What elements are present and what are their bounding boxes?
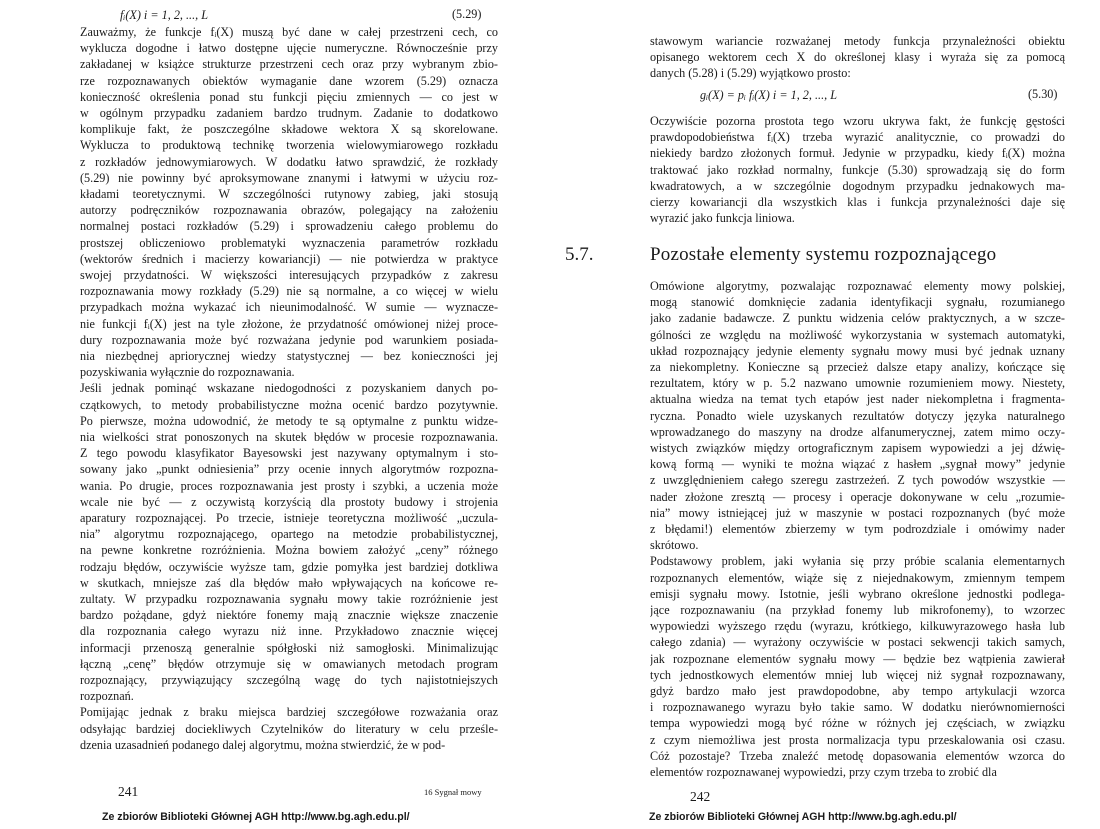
text-line: rozpoznający, przywiązujący szczególną wagę do tych najistotniejszych: [80, 673, 498, 687]
text-line: wcale nie być — z oczywistą korzyścią dla prostoty budowy i strojenia: [80, 494, 498, 509]
text-line: rozpoznawania mowy rozkłady (5.29) nie są normalne, a co więcej w wielu: [80, 284, 498, 299]
text-line: kładami teoretycznymi. W szczególności rutynowy zabieg, jaki stosują: [80, 187, 498, 201]
text-line: swojej przydatności. W większości interesujących przypadków z zakresu: [80, 268, 498, 282]
text-line: rozpoznań.: [80, 689, 134, 704]
text-line: komplikuje fakt, że poszczególne składowe wektora X są skorelowane.: [80, 122, 498, 137]
section-title: Pozostałe elementy systemu rozpoznającego: [650, 244, 997, 265]
text-line: całego zdania) — wyrażony oczywiście w postaci sekwencji takich samych,: [650, 635, 1065, 650]
text-line: kową formą — wyniki te można wiązać z hasłem „sygnał mowy” jedynie: [650, 457, 1065, 472]
equation-529: fᵢ(X) i = 1, 2, ..., L: [120, 8, 209, 22]
text-line: normalnej postaci rozkładów (5.29) i sprowadzeniu całego problemu do: [80, 219, 498, 234]
text-line: Oczywiście pozorna prostota tego wzoru ukrywa fakt, że funkcję gęstości: [650, 114, 1065, 128]
text-line: w ogólnym przypadku zadaniem bardzo trudnym. Zadanie to dodatkowo: [80, 106, 498, 120]
text-line: z rozkładów jednowymiarowych. W dodatku łatwo sprawdzić, że rozkłady: [80, 154, 498, 169]
text-line: Po pierwsze, można udowodnić, że metody te są optymalne z punktu widze-: [80, 413, 498, 428]
text-line: pozyskiwania wyłącznie do rozpoznawania.: [80, 365, 295, 380]
page-number-right: 242: [690, 789, 711, 804]
text-line: rozpoznanych elementów, wiąże się z niejednakowym, zmiennym tempem: [650, 570, 1065, 585]
text-line: układ rozpoznający jedynie elementy sygnału mowy musi być jednak uznany: [650, 343, 1065, 358]
text-line: (wektorów średnich i macierzy kowariancji) — nie potwierdza w praktyce: [80, 251, 498, 266]
equation-number-529: (5.29): [452, 7, 482, 21]
text-line: stawowym wariancie rozważanej metody funkcja przynależności obiektu: [650, 34, 1065, 48]
text-line: prawdopodobieństwa fᵢ(X) trzeba wyrazić analitycznie, co prowadzi do: [650, 130, 1065, 145]
text-line: rezultatem, który w p. 5.2 nazwano umownie rozumieniem mowy. Niestety,: [650, 376, 1065, 391]
text-line: wania. Po drugie, proces rozpoznawania jest prosty i szybki, a uczenia może: [80, 478, 498, 493]
text-line: jące rozpoznawaniu (na przykład fonemy lub mikrofonemy), to wzorzec: [650, 603, 1065, 617]
text-line: nie funkcji fᵢ(X) jest na tyle złożone, że przydatność omówionej niżej proce-: [80, 316, 498, 331]
text-line: aparatury rozpoznającej. Po trzecie, istnieje teoretyczna możliwość „uczula-: [80, 511, 498, 525]
text-line: skrótowo.: [650, 538, 699, 553]
text-line: wprowadzanego do maszyny na drodze alfanumerycznej, zatem mimo oczy-: [650, 424, 1065, 439]
text-line: nia” mowy istniejącej już w maszynie w postaci rozpoznanych (być może: [650, 505, 1065, 520]
library-footer-right: Ze zbiorów Biblioteki Głównej AGH http://www.bg.agh.edu.pl/: [649, 811, 957, 823]
text-line: kwadratowych, a w szczególnie dogodnym przypadku jednakowych ma-: [650, 178, 1065, 193]
text-line: wistych związków między ortograficznym zapisem wypowiedzi a jej dźwię-: [650, 441, 1065, 455]
text-line: dzenia uzasadnień podanego dalej algorytmu, można stwierdzić, że w pod-: [80, 737, 446, 752]
text-line: jak rozpoznane elementów sygnału mowy — będzie bez wątpienia zawierał: [650, 651, 1065, 666]
text-line: na pewne konkretne rozróżnienia. Można bowiem założyć „ceny” różnego: [80, 543, 498, 558]
text-line: (5.29) nie powinny być aproksymowane znanymi i łatwymi w użyciu roz-: [80, 170, 498, 185]
text-line: odsyłając bardziej dociekliwych Czytelników do literatury w celu prześle-: [80, 721, 498, 736]
text-line: konieczność określenia ponad stu funkcji pięciu zmiennych — co jest w: [80, 89, 498, 104]
text-line: mogą stanowić domknięcie zadania identyfikacji sygnału, rozumianego: [650, 295, 1065, 310]
text-line: emisji sygnału mowy. Istotnie, jeśli wybrano określone jednostki podlega-: [650, 586, 1065, 601]
text-line: bardzo pożądane, gdyż niektóre fonemy mają znacznie większe znaczenie: [80, 608, 498, 623]
text-line: zakładanej w książce strukturze przestrzeni cech oraz przy wybranym zbio-: [80, 57, 498, 72]
text-line: danych (5.28) i (5.29) wyjątkowo prosto:: [650, 66, 851, 81]
text-line: nia” algorytmu rozpoznającego, opartego na metodzie probabilistycznej,: [80, 527, 498, 542]
text-line: sowany jako „punkt odniesienia” przy ocenie innych algorytmów rozpozna-: [80, 462, 498, 477]
text-line: z uwzględnieniem całego szeregu zastrzeżeń. Z tych powodów wszystkie —: [650, 473, 1065, 488]
text-line: Podstawowy problem, jaki wyłania się przy próbie scalania elementarnych: [650, 554, 1065, 569]
section-number: 5.7.: [565, 244, 594, 265]
right-page: [550, 0, 1100, 829]
text-line: Z tego powodu klasyfikator Bayesowski jest nazywany optymalnym i sto-: [80, 446, 498, 461]
page-number-left: 241: [118, 784, 139, 799]
running-footer: 16 Sygnał mowy: [424, 787, 482, 797]
text-line: rodzaju błędów, oczywiście wyższe tam, gdzie pomyłka jest bardziej dotkliwa: [80, 559, 498, 574]
text-line: Pomijając jednak z braku miejsca bardziej szczegółowe rozważania oraz: [80, 705, 498, 720]
text-line: dury rozpoznawania może być rozważana jedynie pod warunkiem posiada-: [80, 332, 498, 347]
text-line: nia niezbędnej apriorycznej wiedzy statystycznej — bez konieczności jej: [80, 349, 498, 363]
text-line: autorzy podręczników rozpoznawania obrazów, polegający na założeniu: [80, 203, 498, 218]
text-line: wyklucza dogodne i łatwo dostępne ujęcie numeryczne. Równocześnie przy: [80, 41, 498, 56]
text-line: opisanego wektorem cech X do określonej klasy i wyraża się za pomocą: [650, 50, 1065, 65]
text-line: gólności ze względu na możliwość wykorzystania w systemach automatyki,: [650, 327, 1065, 342]
text-line: Zauważmy, że funkcje fᵢ(X) muszą być dane w całej przestrzeni cech, co: [80, 25, 498, 39]
text-line: i rozpoznawanego wyrazu było takie samo. W dodatku nierównomierności: [650, 700, 1065, 715]
text-line: gdyż bardzo mało jest prawdopodobne, aby tempo artykulacji wzorca: [650, 684, 1065, 698]
text-line: nia wielkości strat ponoszonych na skutek błędów w procesie rozpoznawania.: [80, 430, 498, 444]
text-line: tych jednostkowych elementów mniej lub więcej niż sygnał rozpoznawany,: [650, 667, 1065, 682]
text-line: wypowiedzi wyższego rzędu (wyrazu, krótkiego, kilkuwyrazowego hasła lub: [650, 619, 1065, 634]
text-line: Omówione algorytmy, pozwalając rozpoznawać elementy mowy polskiej,: [650, 279, 1065, 293]
text-line: cierzy kowariancji dla wszystkich klas i funkcja przynależności daje się: [650, 195, 1065, 209]
library-footer-left: Ze zbiorów Biblioteki Głównej AGH http://www.bg.agh.edu.pl/: [102, 811, 410, 823]
text-line: wyrazić jako funkcja liniowa.: [650, 211, 795, 226]
text-line: za niekompletny. Konieczne są przecież dalsze etapy analizy, kończące się: [650, 360, 1065, 374]
text-line: informacji przenoszą generalnie spółgłoski niż samogłoski. Minimalizując: [80, 640, 498, 655]
text-line: tempa wypowiedzi mogą być różne w różnych jej częściach, w związku: [650, 716, 1065, 731]
text-line: aktualna wiedza na temat tych etapów jest nader niekompletna i fragmenta-: [650, 392, 1065, 407]
text-line: Cóż pozostaje? Trzeba znaleźć metodę dopasowania elementów wzorca do: [650, 748, 1065, 763]
text-line: łączną „cenę” błędów otrzymuje się w omawianych metodach program: [80, 656, 498, 671]
text-line: ryczna. Ponadto wiele uzyskanych rezultatów dotyczy języka naturalnego: [650, 408, 1065, 423]
text-line: prostszej obliczeniowo problematyki wyznaczenia parametrów rozkładu: [80, 235, 498, 250]
text-line: niekiedy bardzo złożonych formuł. Jedynie w przypadku, kiedy fᵢ(X) można: [650, 146, 1065, 161]
text-line: nader złożone zresztą — procesy i operacje dokonywane w celu „rozumie-: [650, 489, 1065, 504]
text-line: rze rozpoznawanych obiektów wymaganie dane wzorem (5.29) oznacza: [80, 73, 498, 88]
equation-number-530: (5.30): [1028, 87, 1058, 101]
text-line: jako zadanie badawcze. Z punktu widzenia celów praktycznych, a w szcze-: [650, 311, 1065, 326]
text-line: Wyklucza to produktową technikę tworzenia wielowymiarowego rozkładu: [80, 138, 498, 153]
text-line: elementów rozpoznawanej wypowiedzi, przy czym trzeba to zrobić dla: [650, 765, 997, 779]
text-line: w skutkach, mniejsze zaś dla błędów mało wpływających na końcowe re-: [80, 575, 498, 590]
text-line: z czym niemożliwa jest prosta normalizacja typu przeskalowania osi czasu.: [650, 732, 1065, 747]
text-line: przypadkach można wykazać ich nieunimodalność. W sumie — wyznacze-: [80, 300, 498, 315]
text-line: z błędami!) elementów zbierzemy w tym podrozdziale i omówimy nader: [650, 522, 1065, 536]
text-line: traktować jako rozkład normalny, funkcje (5.30) sprowadzają się do form: [650, 162, 1065, 177]
text-line: czątkowych, to metody probabilistyczne można ocenić bardzo pozytywnie.: [80, 397, 498, 412]
text-line: zultaty. W przypadku rozpoznawania sygnału mowy takie rozróżnienie jest: [80, 592, 498, 606]
text-line: Jeśli jednak pominąć wskazane niedogodności z pozyskaniem danych po-: [80, 381, 498, 396]
equation-530: gᵢ(X) = pᵢ fᵢ(X) i = 1, 2, ..., L: [700, 88, 837, 102]
text-line: dla rozpoznania całego wyrazu niż inne. Przykładowo znacznie więcej: [80, 624, 498, 639]
